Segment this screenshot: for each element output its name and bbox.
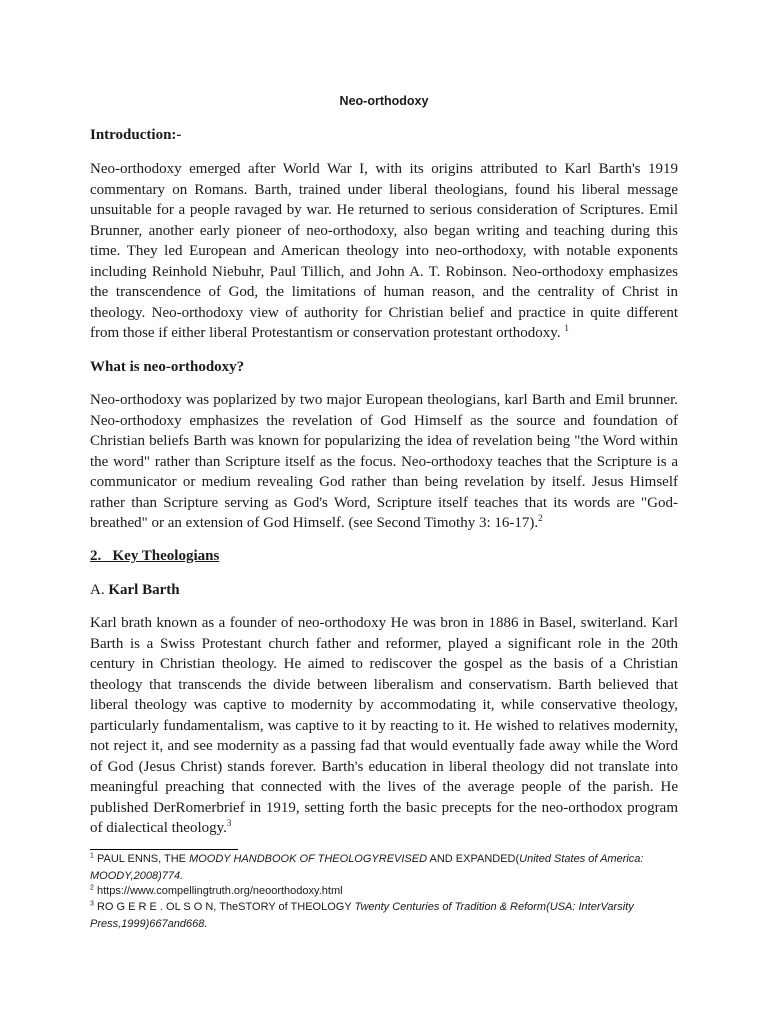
footnote-2: $^2$ https://www.compellingtruth.org/neoorthodoxy.html [90,884,343,897]
introduction-heading: Introduction:- [90,127,182,143]
introduction-paragraph [90,159,678,344]
footnote-ref-1[interactable]: 1 [564,323,569,333]
what-is-text: Neo-orthodoxy was poplarized by two major European theologians, karl Barth and Emil brunner. Neo-orthodoxy emphasizes the revelation of God Himself as the source and foundation of Christian beliefs Barth was known for popularizing the idea of revelation being "the Word within the word" rather than Scripture itself as the focus. Neo-orthodoxy teaches that the Scripture is a communicator or medium revealing God rather than being revelation by itself. Jesus Himself rather than Scripture serving as God's Word, Scripture itself teaches that its words are "God-breathed" or an extension of God Himself. (see Second Timothy 3: 16-17). [90,392,678,531]
footnote-ref-3[interactable]: 3 [226,818,232,828]
section-number: 2. [90,548,102,564]
karl-barth-text: Karl brath known as a founder of neo-orthodoxy He was bron in 1886 in Basel, switerland. Karl Barth is a Swiss Protestant church father and reformer, played a significant role in the 20th century in Christian theology. He aimed to rediscover the gospel as the basis of a Christian theology that transcends the divide between liberalism and conservatism. Barth believed that liberal theology was captive to modernity by accommodating it, while conservative theology, particularly fundamentalism, was captive to it by reacting to it. He wished to relatives modernity, not reject it, and see modernity as a passing fad that would eventually fade away while the Word of God (Jesus Christ) stands forever. Barth's education in liberal theology did not translate into meaningful preaching that connected with the lives of the average people of the parish. He published DerRomerbrief in 1919, setting forth the basic precepts for the neo-orthodox program of dialectical theology. [90,615,678,836]
karl-barth-heading [90,580,180,600]
footnote-link[interactable]: https://www.compellingtruth.org/neoorthodoxy.html [96,885,343,897]
key-theologians-heading [90,546,219,566]
subsection-prefix: A. [90,582,105,598]
subsection-title: Karl Barth [108,582,180,598]
what-is-heading: What is neo-orthodoxy? [90,359,245,375]
footnote-ref-2[interactable]: 2 [538,513,543,523]
footnote-3: $^3$ RO G E R E . OL S O N, TheSTORY of THEOLOGY Twenty Centuries of Tradition & Reform(USA: InterVarsity Press,1999)667and668. [90,900,634,930]
introduction-text: Neo-orthodoxy emerged after World War I, with its origins attributed to Karl Barth's 1919 commentary on Romans. Barth, trained under liberal theologians, found his liberal message unsuitable for a people ravaged by war. He returned to serious consideration of Scriptures. Emil Brunner, another early pioneer of neo-orthodoxy, also began writing and teaching during this time. They led European and American theology into neo-orthodoxy, with notable exponents including Reinhold Niebuhr, Paul Tillich, and John A. T. Robinson. Neo-orthodoxy emphasizes the transcendence of God, the limitations of human reason, and the centrality of Christ in theology. Neo-orthodoxy view of authority for Christian belief and practice in quite different from those if either liberal Protestantism or conservation protestant orthodoxy. [90,161,678,341]
what-is-paragraph [90,390,678,534]
section-title: Key Theologians [112,548,220,564]
footnote-separator [90,849,238,850]
document-title: Neo-orthodoxy [339,94,429,108]
karl-barth-paragraph [90,613,678,839]
footnote-1: $^1$ PAUL ENNS, THE MOODY HANDBOOK OF THEOLOGYREVISED AND EXPANDED(United States of America: MOODY,2008)774. [90,852,644,882]
